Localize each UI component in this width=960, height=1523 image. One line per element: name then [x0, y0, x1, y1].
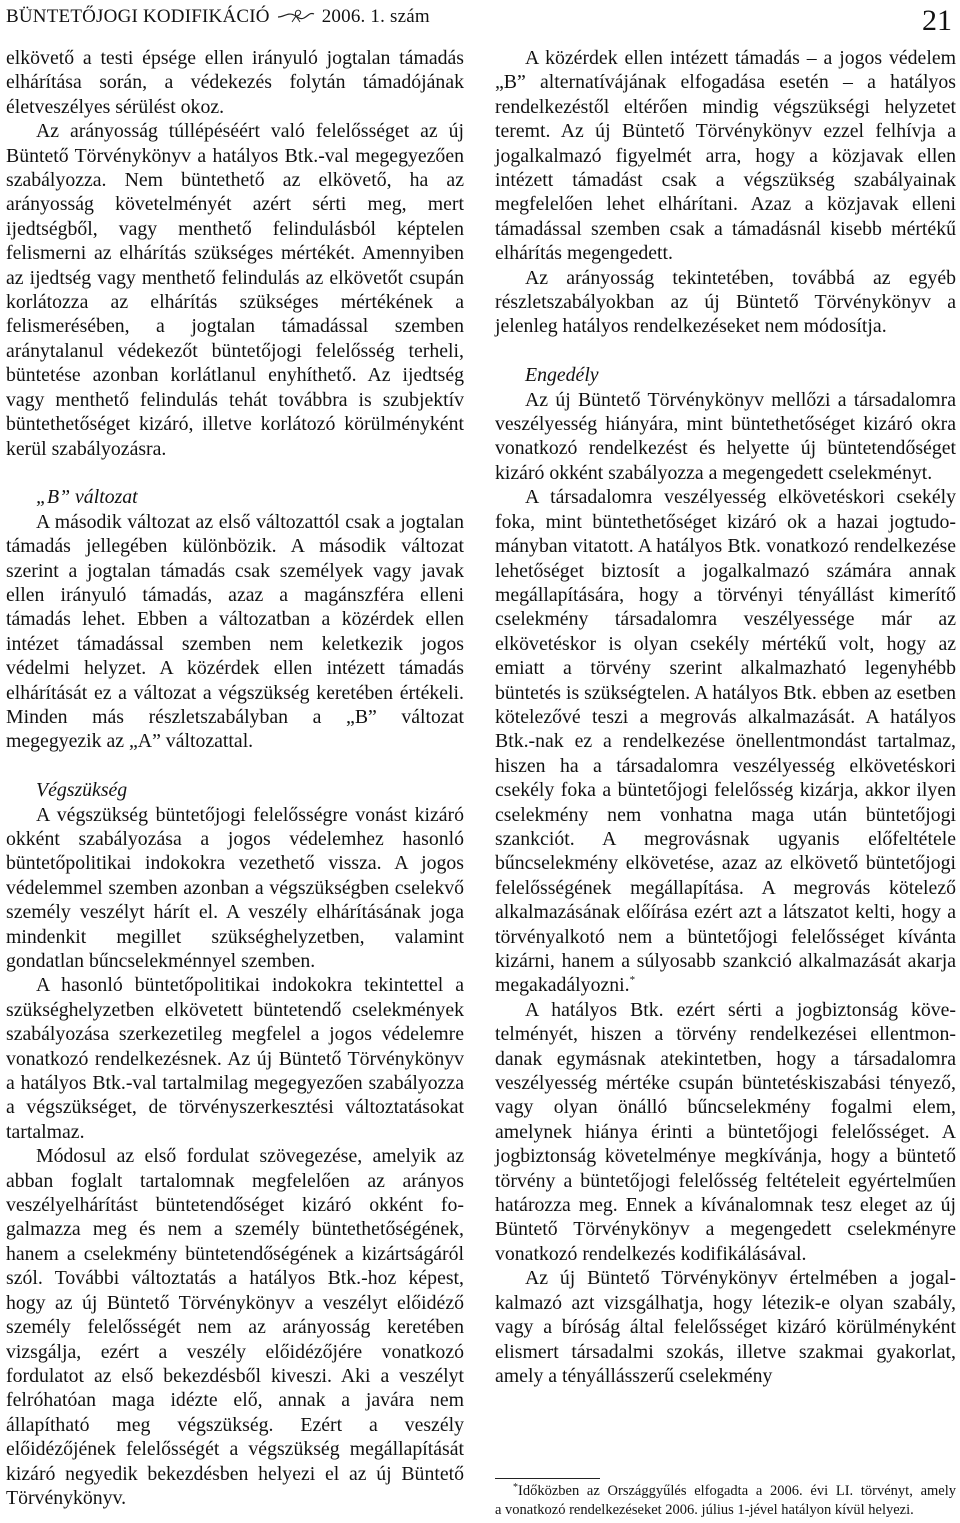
paragraph: Az arányosság túllépéséért való felelősséget az új Büntető Törvénykönyv a hatályos Btk.-val megegyezően szabályozza. Nem büntethető az elkövető, ha az arányosság követelményét azért sérti meg, mert ijedtségből, vagy menthető felindulásból képtelen felismerni az elhárítás szükséges mértékét. Amennyiben az ijedtség vagy menthető felindulás az elkövetőt csupán korlátozza az elhárítás szükséges mértékének a felismerésében, a jogtalan támadással szemben aránytalanul védekezőt büntetőjogi felelősség terheli, büntetése azonban korlátlanul enyhíthető. Az ijedtség vagy menthető felindulás tehát továbbra is szubjektív büntethetőséget kizáró, illetve korlátozó körülményként kerül szabályozásra.	[6, 120, 464, 460]
paragraph: A hatályos Btk. ezért sérti a jogbiztonság követelményét, hiszen a törvény rendelkezései ellentmondanak egymásnak atekintetben, hogy a társadalomra veszélyesség mértéke csupán büntetéskiszabási tényező, vagy olyan önálló bűncselekmény fogalmi elem, amelynek hiánya érinti a büntetőjogi felelősséget. A jogbiztonság követelménye megkívánja, hogy a büntető törvény a büntetőjogi felelősség feltételeit egyértelműen határozza meg. Ennek a kívánalomnak tesz eleget az új Büntető Törvénykönyv a megengedett cselekményre vonatkozó rendelkezés kodifikálásával.	[495, 998, 956, 1265]
flourish-ornament-icon	[276, 8, 316, 24]
header-left	[6, 6, 430, 28]
footnote-line2: a vonatkozó rendelkezéseket 2006. július 1-jével hatályon kívül helyezi.	[495, 1502, 914, 1518]
paragraph: elkövető a testi épsége ellen irányuló jogtalan támadás elhárítása során, a védekezés folytán támadójának életveszélyes sérülést okoz.	[6, 47, 464, 118]
section-heading-engedely: Engedély	[525, 364, 599, 387]
footnote-mark: *	[513, 1482, 518, 1493]
spacer	[6, 754, 464, 778]
paragraph: A közérdek ellen intézett támadás – a jogos védelem „B” alternatívájának elfogadása esetén – a hatályos rendelkezéstől eltérően mindig végszükségi helyzetet teremt. Az új Büntető Törvénykönyv ezzel felhívja a jogalkalmazó figyelmét arra, hogy a közjavak ellen intézett támadást csak a végszükség szabályainak megfelelően lehet elhárítani. Azaz a közjavak elleni támadással szemben csak a támadásnál kisebb mértékű elhárítás megengedett.	[495, 47, 956, 265]
paragraph: A hasonló büntetőpolitikai indokokra tekintettel a szükséghelyzetben elkövetett büntetendő cselekmények szabályozása szerkezetileg megfelel a jogos védelemre vonatkozó rendelkezésnek. Az új Büntető Törvénykönyv a hatályos Btk.-val tartalmilag megegyezően szabályozza a végszükséget, de törvényszerkesztési változtatásokat tartalmaz.	[6, 974, 464, 1143]
issue-label: 2006. 1. szám	[321, 6, 430, 27]
footnote-divider	[495, 1478, 600, 1479]
paragraph	[495, 485, 956, 998]
footnote	[495, 1478, 956, 1520]
footnote-reference[interactable]: *	[629, 974, 636, 987]
spacer	[6, 461, 464, 485]
footnote-line1: Időközben az Országgyűlés elfogadta a 2006. évi LI. törvényt, amely	[518, 1483, 956, 1499]
paragraph-text: A társadalomra veszélyesség elkövetéskori csekély foka, mint büntethetőséget kizáró ok a hazai jogtudományban vitatott. A hatályos Btk. vonatkozó rendelkezése lehetőséget biztosít a jogalkalmazó számára annak megállapítására, hogy a törvényi tényállást kimerítő cselekmény társadalomra veszélyessége már az elkövetéskor is olyan csekély mértékű volt, hogy az emiatt a törvény szerint alkalmazható legenyhébb büntetés is szükségtelen. A hatályos Btk. ebben az esetben kötelezővé teszi a megrovás alkalmazását. A hatályos Btk.-nak ez a rendelkezése önellentmondást tartalmaz, hiszen ha a társadalomra veszélyesség elkövetéskori csekély foka a büntetőjogi felelősség kizárja, akkor ilyen cselekmény nem vonhatna maga után büntetőjogi szankciót. A megrovásnak ugyanis előfeltétele bűncselekmény elkövetése, azaz az elkövető büntetőjogi felelősségének megállapítása. A megrovás kötelező alkalmazásának előírása ezért azt a látszatot kelti, hogy a törvényalkotó nem a büntetőjogi felelősséget kívánta kizárni, hanem a súlyosabb szankció alkalmazását akarja megakadályozni.	[495, 486, 956, 997]
section-heading-vegszukseg: Végszükség	[36, 779, 128, 802]
paragraph: Az arányosság tekintetében, továbbá az egyéb részletszabályokban az új Büntető Törvénykönyv a jelenleg hatályos rendelkezéseket nem módosítja.	[495, 266, 956, 338]
footnote-line	[495, 1482, 956, 1501]
page-number: 21	[922, 4, 952, 37]
section-heading-b-variant: „B” változat	[36, 486, 138, 509]
journal-title: BÜNTETŐJOGI KODIFIKÁCIÓ	[6, 6, 270, 27]
spacer	[495, 339, 956, 363]
paragraph: Az új Büntető Törvénykönyv értelmében a jogalkalmazó azt vizsgálhatja, hogy létezik-e olyan szabály, vagy a bíróság által felelősséget kizáró körülményként elismert társadalmi szokás, illetve szakmai gyakorlat, amely a tényállásszerű cselekmény	[495, 1267, 956, 1387]
footnote-text	[495, 1482, 956, 1520]
paragraph: Az új Büntető Törvénykönyv mellőzi a társadalomra veszélyesség hiányára, mint büntethetőséget kizáró okra vonatkozó rendelkezést és helyette új büntetendőséget kizáró okként szabályozza a megengedett cselekményt.	[495, 388, 956, 484]
left-column	[6, 46, 464, 1510]
running-header	[6, 6, 952, 40]
right-column	[495, 46, 956, 1388]
paragraph: A második változat az első változattól csak a jogtalan támadás jellegében különbözik. A második változat szerint a jogtalan támadás csak személyek vagy javak ellen irányuló támadás, azaz a magánszféra elleni támadás lehet. Ebben a változatban a közérdek ellen intézet támadással szemben nem keletkezik jogos védelmi helyzet. A közérdek ellen intézett támadás elhárítását ez a változat a végszükség keretében értékeli. Minden más részletszabályban a „B” változat megegyezik az „A” változattal.	[6, 510, 464, 753]
paragraph: Módosul az első fordulat szövegezése, amelyik az abban foglalt tartalomnak megfelelően az arányos veszélyelhárítást büntetendőséget kizáró okként fogalmazza meg és nem a személy büntethetőségének, hanem a cselekmény büntetendőségének a kizártságáról szól. További változtatás a hatályos Btk.-hoz képest, hogy az új Büntető Törvénykönyv a veszélyt előidéző személy felelősségét nem az arányosság keretében vizsgálja, ezért a veszély előidézőjére vonatkozó fordulatot az első bekezdésből kiveszi. Aki a veszélyt felróhatóan maga idézte elő, annak a javára nem állapítható meg végszükség. Ezért a veszély előidézőjének felelősségét a végszükség megállapítását kizáró negyedik bekezdésben helyezi el az új Büntető Törvénykönyv.	[6, 1145, 464, 1509]
paragraph: A végszükség büntetőjogi felelősségre vonást kizáró okként szabályozása a jogos védelemhez hasonló büntetőpolitikai indokokra vezethető vissza. A jogos védelemmel szemben azonban a végszükségben cselekvő személy veszélyt hárít el. A veszély elhárításának joga mindenkit megillet szükséghelyzetben, valamint gondatlan bűncselekménnyel szemben.	[6, 803, 464, 972]
